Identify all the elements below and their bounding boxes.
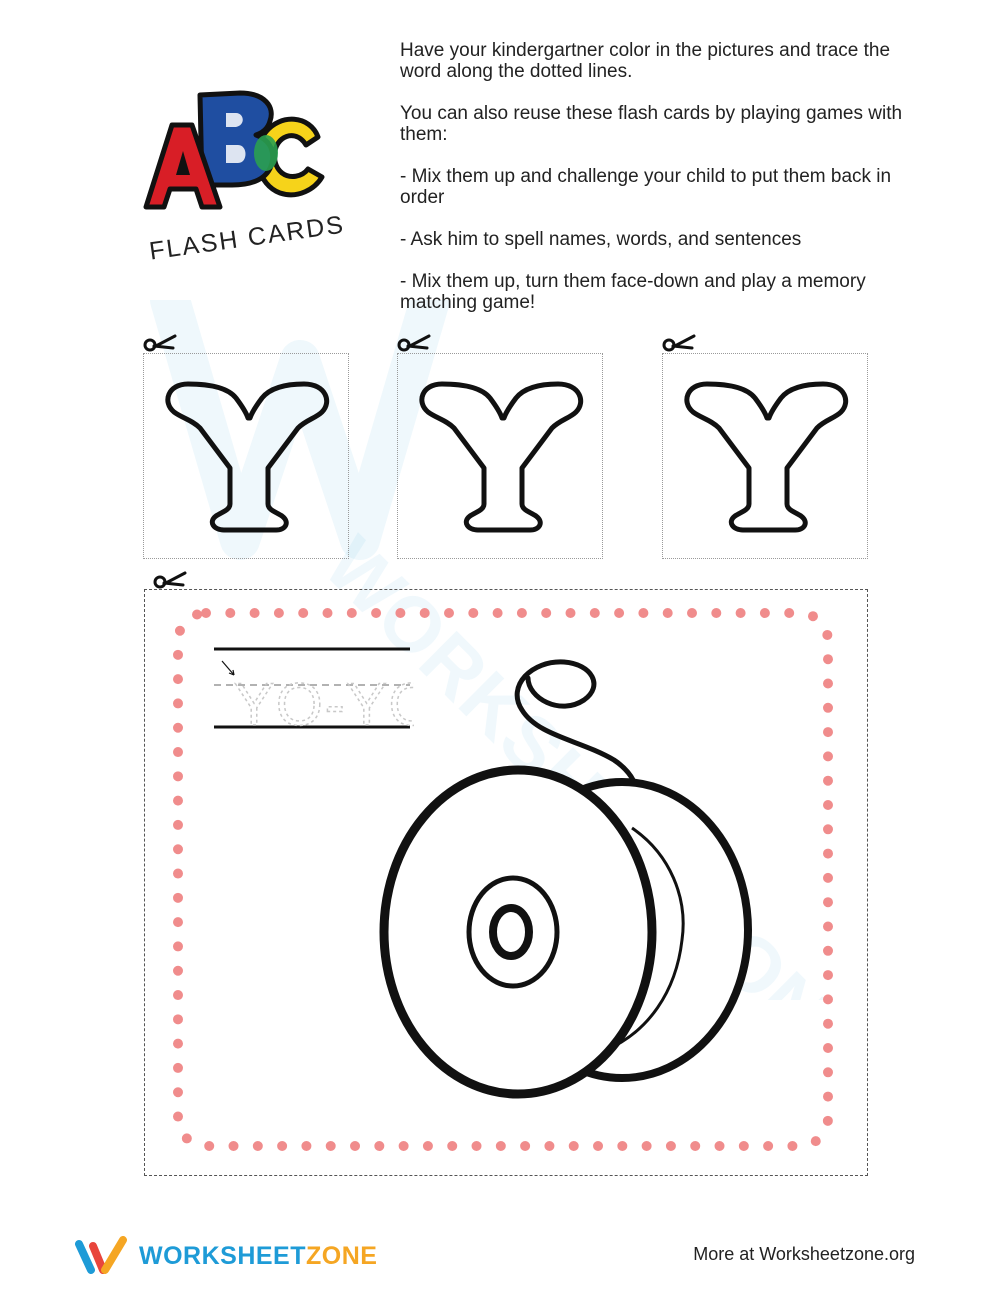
logo-subtitle: FLASH CARDS bbox=[147, 210, 347, 260]
scissors-icon bbox=[397, 334, 431, 354]
trace-word: YO-Y bbox=[234, 671, 389, 733]
scissors-icon bbox=[153, 571, 187, 591]
letter-card[interactable] bbox=[397, 353, 603, 559]
scissors-icon bbox=[143, 334, 177, 354]
instructions bbox=[400, 40, 920, 334]
instruction-item: - Mix them up and challenge your child to put them back in order bbox=[400, 166, 892, 208]
more-link[interactable]: More at Worksheetzone.org bbox=[693, 1244, 915, 1264]
letter-y-outline bbox=[677, 376, 853, 536]
worksheetzone-logo[interactable] bbox=[75, 1236, 377, 1276]
yoyo-illustration bbox=[370, 640, 770, 1110]
instruction-item: - Mix them up, turn them face-down and play a memory matching game! bbox=[400, 271, 866, 313]
abc-flash-cards-logo bbox=[140, 85, 355, 260]
scissors-icon bbox=[662, 334, 696, 354]
letter-y-outline bbox=[158, 376, 334, 536]
instruction-item: - Ask him to spell names, words, and sentences bbox=[400, 229, 802, 250]
w-logo-icon bbox=[75, 1236, 133, 1276]
brand-name: WORKSHEETZONE bbox=[139, 1241, 378, 1270]
watermark-text: WORKSHEETZONE bbox=[307, 519, 870, 1000]
instruction-paragraph: You can also reuse these flash cards by playing games with them: bbox=[400, 103, 903, 145]
letter-y-outline bbox=[412, 376, 588, 536]
letter-card[interactable] bbox=[662, 353, 868, 559]
letter-card[interactable] bbox=[143, 353, 349, 559]
instruction-paragraph: Have your kindergartner color in the pictures and trace the word along the dotted lines. bbox=[400, 40, 891, 82]
